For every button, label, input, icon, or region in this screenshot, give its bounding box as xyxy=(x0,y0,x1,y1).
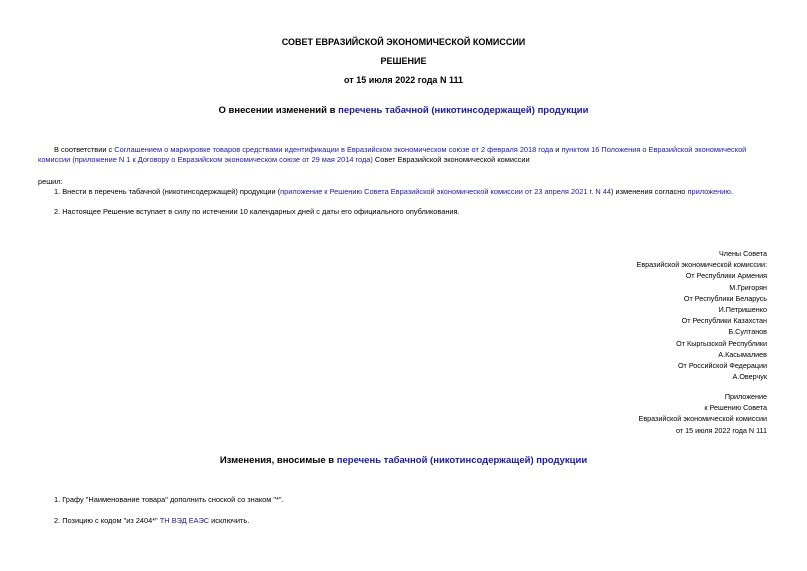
appendix-line: от 15 июля 2022 года N 111 xyxy=(675,425,767,435)
document-title xyxy=(0,105,807,116)
signature-line: От Кыргызской Республики xyxy=(676,338,767,348)
preamble-text-1: В соответствии с xyxy=(54,145,115,154)
signature-line: От Российской Федерации xyxy=(677,361,767,371)
item-1-text-2: ) изменения согласно xyxy=(611,187,688,196)
appendix-title-link[interactable]: перечень табачной (никотинсодержащей) продукции xyxy=(336,455,588,466)
tn-ved-link[interactable]: ТН ВЭД ЕАЭС xyxy=(159,516,210,525)
item-1-text-1: Внести в перечень табачной (никотинсодержащей) продукции ( xyxy=(60,187,281,196)
signature-line: Члены Совета xyxy=(718,249,767,258)
signature-line: М.Григорян xyxy=(729,282,767,292)
agreement-link[interactable]: Соглашением о маркировке товаров средствами идентификации в Евразийском экономическом союзе от 2 февраля 2018 года xyxy=(114,145,554,154)
item-1-number: 1. xyxy=(54,187,61,196)
preamble-text-3: Совет Евразийской экономической комиссии xyxy=(372,155,530,164)
preamble-text-2: и xyxy=(553,145,562,154)
item-2: 2. Настоящее Решение вступает в силу по истечении 10 календарных дней с даты его официального опубликования. xyxy=(54,207,460,216)
appendix-line: к Решению Совета xyxy=(704,403,767,413)
change-2-text-1: 2. Позицию с кодом "из 2404*" xyxy=(54,516,160,525)
appendix-reference xyxy=(467,391,767,436)
signature-line: А.Касымалиев xyxy=(718,349,767,359)
signature-line: А.Оверчук xyxy=(732,372,767,382)
regulation-link[interactable]: пунктом 16 Положения о Евразийской экономической комиссии (приложение N 1 к Договору о Евразийском экономическом союзе от 29 мая 2014 года) xyxy=(38,145,747,164)
document-type: РЕШЕНИЕ xyxy=(380,56,427,66)
signature-line: От Республики Казахстан xyxy=(681,316,767,326)
council-heading: СОВЕТ ЕВРАЗИЙСКОЙ ЭКОНОМИЧЕСКОЙ КОМИССИИ xyxy=(281,37,526,47)
preamble xyxy=(38,145,773,165)
appendix-link[interactable]: приложению xyxy=(687,187,731,196)
appendix-line: Приложение xyxy=(724,392,767,401)
appendix-title xyxy=(0,455,807,466)
decided-label: решил: xyxy=(38,177,63,186)
change-2 xyxy=(54,516,249,526)
signature-line: И.Петришенко xyxy=(718,305,767,315)
signature-line: От Республики Беларусь xyxy=(683,293,767,303)
change-1: 1. Графу "Наименование товара" дополнить сноской со знаком "*". xyxy=(54,495,284,504)
appendix-line: Евразийской экономической комиссии xyxy=(638,414,767,424)
appendix-title-prefix: Изменения, вносимые в xyxy=(219,455,337,466)
signature-line: От Республики Армения xyxy=(685,271,767,281)
title-link[interactable]: перечень табачной (никотинсодержащей) продукции xyxy=(338,105,589,116)
title-prefix: О внесении изменений в xyxy=(218,105,339,116)
previous-decision-link[interactable]: приложение к Решению Совета Евразийской экономической комиссии от 23 апреля 2021 г. N 44 xyxy=(280,187,611,196)
document-date: от 15 июля 2022 года N 111 xyxy=(344,75,463,85)
signature-line: Б.Султанов xyxy=(728,327,767,337)
signatures-block xyxy=(467,248,767,382)
change-2-text-2: исключить. xyxy=(209,516,250,525)
item-1-text-3: . xyxy=(730,187,734,196)
item-1 xyxy=(54,187,774,197)
signature-line: Евразийской экономической комиссии: xyxy=(636,260,767,270)
